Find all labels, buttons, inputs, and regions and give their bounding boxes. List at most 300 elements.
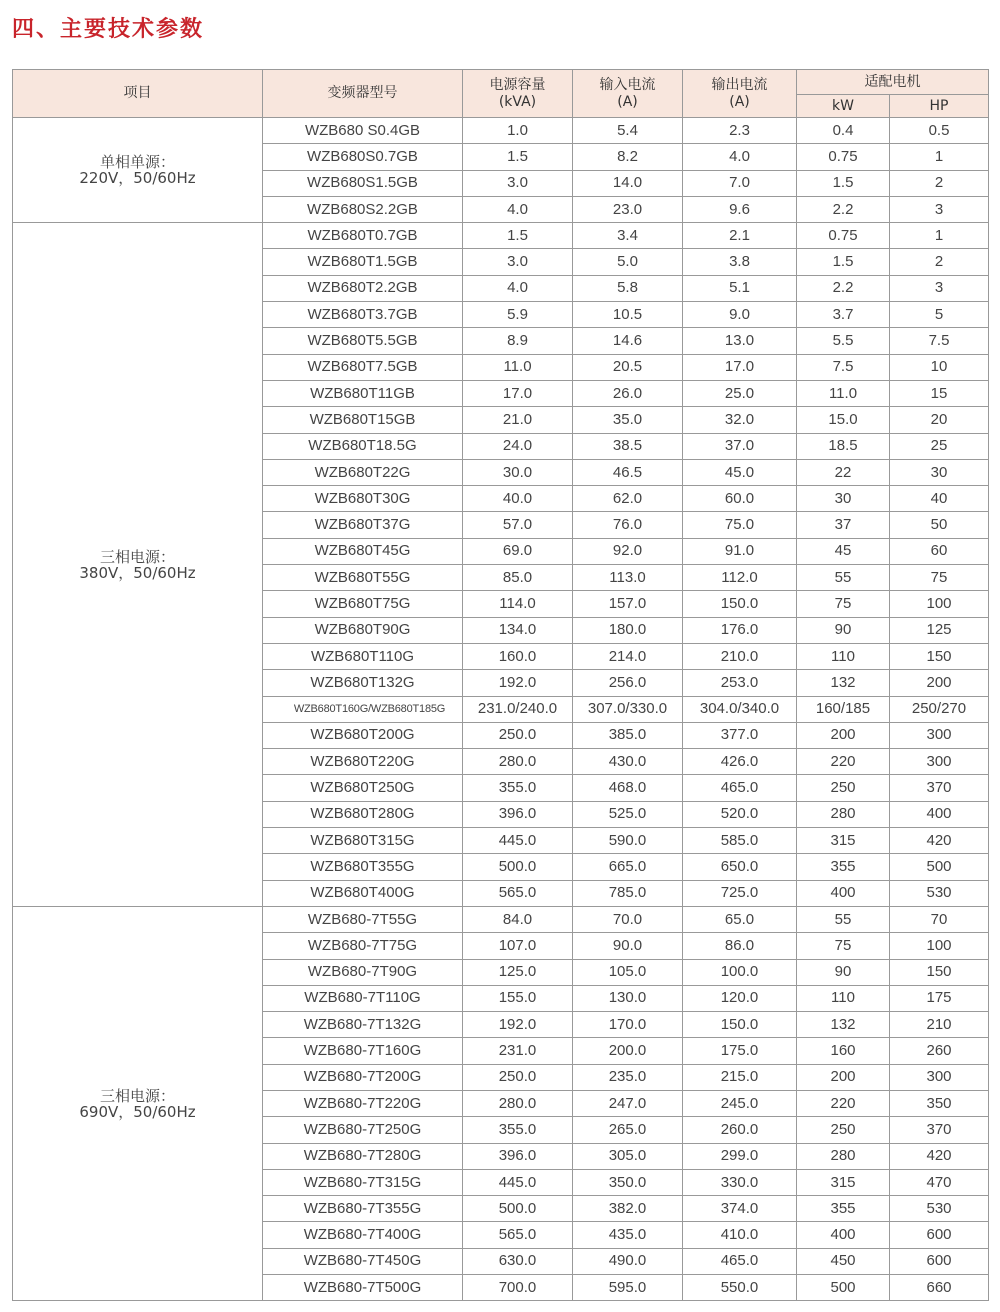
- header-output-current: [683, 70, 797, 118]
- cell-capacity: 250.0: [463, 1064, 573, 1090]
- cell-input-current: 10.5: [573, 302, 683, 328]
- cell-capacity: 355.0: [463, 1117, 573, 1143]
- cell-model: WZB680T160G/WZB680T185G: [263, 696, 463, 722]
- cell-input-current: 26.0: [573, 380, 683, 406]
- cell-capacity: 125.0: [463, 959, 573, 985]
- cell-output-current: 410.0: [683, 1222, 797, 1248]
- header-model: 变频器型号: [263, 70, 463, 118]
- cell-motor-hp: 0.5: [890, 118, 989, 144]
- cell-output-current: 304.0/340.0: [683, 696, 797, 722]
- cell-model: WZB680T355G: [263, 854, 463, 880]
- cell-capacity: 5.9: [463, 302, 573, 328]
- cell-motor-kw: 220: [797, 749, 890, 775]
- cell-output-current: 253.0: [683, 670, 797, 696]
- cell-motor-hp: 7.5: [890, 328, 989, 354]
- cell-output-current: 13.0: [683, 328, 797, 354]
- cell-capacity: 17.0: [463, 380, 573, 406]
- cell-output-current: 215.0: [683, 1064, 797, 1090]
- cell-motor-hp: 25: [890, 433, 989, 459]
- cell-capacity: 396.0: [463, 801, 573, 827]
- cell-input-current: 90.0: [573, 933, 683, 959]
- cell-motor-hp: 1: [890, 144, 989, 170]
- cell-motor-hp: 420: [890, 828, 989, 854]
- cell-capacity: 192.0: [463, 670, 573, 696]
- table-row: [13, 223, 989, 249]
- cell-output-current: 520.0: [683, 801, 797, 827]
- cell-motor-kw: 250: [797, 775, 890, 801]
- cell-input-current: 385.0: [573, 722, 683, 748]
- cell-output-current: 7.0: [683, 170, 797, 196]
- cell-capacity: 3.0: [463, 170, 573, 196]
- cell-input-current: 468.0: [573, 775, 683, 801]
- cell-motor-kw: 90: [797, 959, 890, 985]
- cell-output-current: 3.8: [683, 249, 797, 275]
- cell-capacity: 700.0: [463, 1275, 573, 1301]
- cell-motor-hp: 150: [890, 959, 989, 985]
- cell-input-current: 157.0: [573, 591, 683, 617]
- cell-model: WZB680T280G: [263, 801, 463, 827]
- cell-output-current: 585.0: [683, 828, 797, 854]
- cell-output-current: 330.0: [683, 1169, 797, 1195]
- cell-motor-hp: 1: [890, 223, 989, 249]
- cell-input-current: 5.8: [573, 275, 683, 301]
- cell-output-current: 465.0: [683, 775, 797, 801]
- cell-input-current: 525.0: [573, 801, 683, 827]
- cell-output-current: 2.1: [683, 223, 797, 249]
- cell-motor-hp: 125: [890, 617, 989, 643]
- cell-motor-kw: 55: [797, 906, 890, 932]
- header-input-current-unit: (A): [617, 93, 638, 110]
- cell-motor-hp: 470: [890, 1169, 989, 1195]
- cell-input-current: 200.0: [573, 1038, 683, 1064]
- cell-motor-kw: 2.2: [797, 196, 890, 222]
- cell-motor-kw: 132: [797, 670, 890, 696]
- cell-motor-kw: 22: [797, 459, 890, 485]
- cell-output-current: 650.0: [683, 854, 797, 880]
- cell-motor-kw: 5.5: [797, 328, 890, 354]
- cell-motor-kw: 110: [797, 643, 890, 669]
- cell-input-current: 235.0: [573, 1064, 683, 1090]
- cell-model: WZB680-7T132G: [263, 1012, 463, 1038]
- cell-motor-hp: 210: [890, 1012, 989, 1038]
- cell-input-current: 785.0: [573, 880, 683, 906]
- cell-motor-kw: 450: [797, 1248, 890, 1274]
- cell-input-current: 214.0: [573, 643, 683, 669]
- table-header: [13, 70, 989, 118]
- cell-output-current: 465.0: [683, 1248, 797, 1274]
- cell-model: WZB680T55G: [263, 565, 463, 591]
- cell-motor-kw: 315: [797, 1169, 890, 1195]
- cell-output-current: 550.0: [683, 1275, 797, 1301]
- cell-capacity: 155.0: [463, 985, 573, 1011]
- cell-input-current: 256.0: [573, 670, 683, 696]
- cell-input-current: 5.0: [573, 249, 683, 275]
- header-motor: 适配电机: [797, 70, 989, 95]
- cell-output-current: 91.0: [683, 538, 797, 564]
- cell-capacity: 40.0: [463, 486, 573, 512]
- cell-motor-hp: 200: [890, 670, 989, 696]
- cell-capacity: 231.0/240.0: [463, 696, 573, 722]
- cell-motor-hp: 100: [890, 591, 989, 617]
- cell-motor-kw: 30: [797, 486, 890, 512]
- cell-motor-hp: 100: [890, 933, 989, 959]
- cell-output-current: 210.0: [683, 643, 797, 669]
- cell-model: WZB680T250G: [263, 775, 463, 801]
- cell-capacity: 4.0: [463, 196, 573, 222]
- cell-capacity: 445.0: [463, 828, 573, 854]
- cell-model: WZB680 S0.4GB: [263, 118, 463, 144]
- cell-output-current: 65.0: [683, 906, 797, 932]
- cell-input-current: 113.0: [573, 565, 683, 591]
- cell-capacity: 396.0: [463, 1143, 573, 1169]
- header-motor-hp: HP: [890, 95, 989, 118]
- cell-model: WZB680T45G: [263, 538, 463, 564]
- cell-capacity: 565.0: [463, 880, 573, 906]
- cell-model: WZB680-7T160G: [263, 1038, 463, 1064]
- cell-capacity: 114.0: [463, 591, 573, 617]
- cell-motor-kw: 3.7: [797, 302, 890, 328]
- cell-output-current: 86.0: [683, 933, 797, 959]
- cell-output-current: 176.0: [683, 617, 797, 643]
- cell-capacity: 11.0: [463, 354, 573, 380]
- cell-capacity: 355.0: [463, 775, 573, 801]
- cell-capacity: 1.5: [463, 144, 573, 170]
- cell-motor-hp: 2: [890, 170, 989, 196]
- cell-model: WZB680-7T220G: [263, 1090, 463, 1116]
- cell-motor-hp: 370: [890, 775, 989, 801]
- cell-model: WZB680-7T75G: [263, 933, 463, 959]
- cell-motor-hp: 20: [890, 407, 989, 433]
- cell-input-current: 350.0: [573, 1169, 683, 1195]
- cell-model: WZB680T18.5G: [263, 433, 463, 459]
- cell-model: WZB680T315G: [263, 828, 463, 854]
- cell-motor-kw: 160/185: [797, 696, 890, 722]
- cell-model: WZB680T11GB: [263, 380, 463, 406]
- cell-capacity: 630.0: [463, 1248, 573, 1274]
- cell-motor-hp: 600: [890, 1222, 989, 1248]
- cell-input-current: 5.4: [573, 118, 683, 144]
- cell-motor-hp: 60: [890, 538, 989, 564]
- cell-output-current: 75.0: [683, 512, 797, 538]
- cell-model: WZB680T0.7GB: [263, 223, 463, 249]
- spec-table: [12, 69, 989, 1301]
- cell-capacity: 21.0: [463, 407, 573, 433]
- header-input-current-label: 输入电流: [599, 76, 656, 93]
- cell-model: WZB680T110G: [263, 643, 463, 669]
- cell-model: WZB680-7T200G: [263, 1064, 463, 1090]
- cell-model: WZB680T7.5GB: [263, 354, 463, 380]
- cell-capacity: 134.0: [463, 617, 573, 643]
- cell-input-current: 76.0: [573, 512, 683, 538]
- cell-model: WZB680T15GB: [263, 407, 463, 433]
- cell-motor-hp: 500: [890, 854, 989, 880]
- cell-model: WZB680T37G: [263, 512, 463, 538]
- cell-input-current: 23.0: [573, 196, 683, 222]
- cell-output-current: 5.1: [683, 275, 797, 301]
- cell-motor-kw: 280: [797, 801, 890, 827]
- cell-motor-hp: 70: [890, 906, 989, 932]
- cell-motor-hp: 50: [890, 512, 989, 538]
- cell-model: WZB680T1.5GB: [263, 249, 463, 275]
- cell-motor-kw: 200: [797, 1064, 890, 1090]
- cell-model: WZB680-7T90G: [263, 959, 463, 985]
- cell-motor-hp: 350: [890, 1090, 989, 1116]
- cell-output-current: 120.0: [683, 985, 797, 1011]
- cell-motor-kw: 132: [797, 1012, 890, 1038]
- cell-model: WZB680T400G: [263, 880, 463, 906]
- cell-capacity: 192.0: [463, 1012, 573, 1038]
- header-item: 项目: [13, 70, 263, 118]
- cell-motor-hp: 300: [890, 749, 989, 775]
- cell-capacity: 85.0: [463, 565, 573, 591]
- header-input-current: [573, 70, 683, 118]
- cell-model: WZB680T22G: [263, 459, 463, 485]
- cell-capacity: 57.0: [463, 512, 573, 538]
- cell-motor-kw: 200: [797, 722, 890, 748]
- group-label-title: 三相电源：: [99, 1086, 175, 1105]
- cell-model: WZB680-7T315G: [263, 1169, 463, 1195]
- cell-input-current: 180.0: [573, 617, 683, 643]
- cell-capacity: 30.0: [463, 459, 573, 485]
- cell-motor-hp: 10: [890, 354, 989, 380]
- cell-capacity: 280.0: [463, 1090, 573, 1116]
- cell-output-current: 374.0: [683, 1196, 797, 1222]
- cell-capacity: 500.0: [463, 1196, 573, 1222]
- cell-capacity: 3.0: [463, 249, 573, 275]
- cell-motor-hp: 660: [890, 1275, 989, 1301]
- cell-motor-kw: 400: [797, 880, 890, 906]
- cell-motor-hp: 40: [890, 486, 989, 512]
- cell-motor-hp: 530: [890, 880, 989, 906]
- cell-input-current: 3.4: [573, 223, 683, 249]
- cell-capacity: 231.0: [463, 1038, 573, 1064]
- cell-input-current: 307.0/330.0: [573, 696, 683, 722]
- cell-output-current: 9.0: [683, 302, 797, 328]
- cell-motor-kw: 250: [797, 1117, 890, 1143]
- cell-input-current: 590.0: [573, 828, 683, 854]
- cell-model: WZB680T2.2GB: [263, 275, 463, 301]
- cell-output-current: 426.0: [683, 749, 797, 775]
- cell-input-current: 38.5: [573, 433, 683, 459]
- cell-capacity: 84.0: [463, 906, 573, 932]
- cell-motor-hp: 175: [890, 985, 989, 1011]
- cell-motor-hp: 370: [890, 1117, 989, 1143]
- cell-motor-hp: 530: [890, 1196, 989, 1222]
- cell-capacity: 250.0: [463, 722, 573, 748]
- cell-output-current: 245.0: [683, 1090, 797, 1116]
- header-capacity-label: 电源容量: [489, 76, 546, 93]
- cell-model: WZB680-7T355G: [263, 1196, 463, 1222]
- cell-output-current: 60.0: [683, 486, 797, 512]
- cell-input-current: 665.0: [573, 854, 683, 880]
- cell-motor-kw: 75: [797, 933, 890, 959]
- cell-capacity: 500.0: [463, 854, 573, 880]
- cell-model: WZB680-7T400G: [263, 1222, 463, 1248]
- cell-motor-kw: 110: [797, 985, 890, 1011]
- cell-model: WZB680-7T280G: [263, 1143, 463, 1169]
- cell-output-current: 260.0: [683, 1117, 797, 1143]
- cell-output-current: 25.0: [683, 380, 797, 406]
- cell-output-current: 100.0: [683, 959, 797, 985]
- cell-motor-kw: 355: [797, 854, 890, 880]
- cell-model: WZB680T90G: [263, 617, 463, 643]
- cell-capacity: 280.0: [463, 749, 573, 775]
- cell-input-current: 14.6: [573, 328, 683, 354]
- group-label-cell: [13, 118, 263, 223]
- group-label-title: 三相电源：: [99, 547, 175, 566]
- cell-model: WZB680-7T55G: [263, 906, 463, 932]
- cell-input-current: 247.0: [573, 1090, 683, 1116]
- cell-output-current: 9.6: [683, 196, 797, 222]
- group-label-voltage: 380V，50/60Hz: [79, 563, 196, 582]
- cell-input-current: 265.0: [573, 1117, 683, 1143]
- cell-model: WZB680T30G: [263, 486, 463, 512]
- cell-motor-hp: 250/270: [890, 696, 989, 722]
- cell-capacity: 69.0: [463, 538, 573, 564]
- cell-output-current: 175.0: [683, 1038, 797, 1064]
- cell-input-current: 382.0: [573, 1196, 683, 1222]
- cell-model: WZB680T5.5GB: [263, 328, 463, 354]
- cell-output-current: 377.0: [683, 722, 797, 748]
- cell-motor-kw: 1.5: [797, 170, 890, 196]
- header-motor-kw: kW: [797, 95, 890, 118]
- cell-capacity: 160.0: [463, 643, 573, 669]
- cell-motor-kw: 315: [797, 828, 890, 854]
- group-label-voltage: 690V，50/60Hz: [79, 1102, 196, 1121]
- table-row: [13, 118, 989, 144]
- cell-motor-hp: 260: [890, 1038, 989, 1064]
- cell-input-current: 130.0: [573, 985, 683, 1011]
- cell-input-current: 14.0: [573, 170, 683, 196]
- cell-motor-kw: 18.5: [797, 433, 890, 459]
- cell-capacity: 445.0: [463, 1169, 573, 1195]
- cell-input-current: 595.0: [573, 1275, 683, 1301]
- header-output-current-unit: (A): [729, 93, 750, 110]
- cell-model: WZB680T3.7GB: [263, 302, 463, 328]
- cell-motor-kw: 45: [797, 538, 890, 564]
- cell-output-current: 150.0: [683, 1012, 797, 1038]
- cell-motor-hp: 600: [890, 1248, 989, 1274]
- cell-capacity: 1.0: [463, 118, 573, 144]
- cell-output-current: 37.0: [683, 433, 797, 459]
- cell-input-current: 435.0: [573, 1222, 683, 1248]
- cell-input-current: 305.0: [573, 1143, 683, 1169]
- cell-capacity: 107.0: [463, 933, 573, 959]
- cell-model: WZB680T132G: [263, 670, 463, 696]
- cell-input-current: 35.0: [573, 407, 683, 433]
- group-label-cell: [13, 906, 263, 1300]
- cell-motor-hp: 150: [890, 643, 989, 669]
- cell-motor-hp: 400: [890, 801, 989, 827]
- cell-input-current: 62.0: [573, 486, 683, 512]
- cell-motor-hp: 5: [890, 302, 989, 328]
- cell-input-current: 8.2: [573, 144, 683, 170]
- cell-motor-kw: 0.75: [797, 223, 890, 249]
- group-label-cell: [13, 223, 263, 907]
- cell-model: WZB680T75G: [263, 591, 463, 617]
- cell-motor-kw: 160: [797, 1038, 890, 1064]
- cell-motor-kw: 1.5: [797, 249, 890, 275]
- table-row: [13, 906, 989, 932]
- cell-output-current: 299.0: [683, 1143, 797, 1169]
- cell-model: WZB680-7T500G: [263, 1275, 463, 1301]
- table-body: [13, 118, 989, 1301]
- cell-motor-kw: 11.0: [797, 380, 890, 406]
- section-title: 四、主要技术参数: [12, 17, 205, 42]
- cell-input-current: 105.0: [573, 959, 683, 985]
- cell-motor-kw: 37: [797, 512, 890, 538]
- cell-motor-hp: 15: [890, 380, 989, 406]
- cell-output-current: 45.0: [683, 459, 797, 485]
- cell-motor-kw: 0.4: [797, 118, 890, 144]
- cell-capacity: 24.0: [463, 433, 573, 459]
- cell-motor-hp: 300: [890, 722, 989, 748]
- cell-motor-hp: 300: [890, 1064, 989, 1090]
- cell-input-current: 46.5: [573, 459, 683, 485]
- cell-motor-hp: 3: [890, 275, 989, 301]
- cell-motor-kw: 0.75: [797, 144, 890, 170]
- cell-motor-hp: 420: [890, 1143, 989, 1169]
- cell-model: WZB680S0.7GB: [263, 144, 463, 170]
- cell-motor-kw: 220: [797, 1090, 890, 1116]
- cell-motor-hp: 75: [890, 565, 989, 591]
- cell-output-current: 112.0: [683, 565, 797, 591]
- cell-motor-hp: 3: [890, 196, 989, 222]
- cell-motor-hp: 2: [890, 249, 989, 275]
- cell-output-current: 725.0: [683, 880, 797, 906]
- cell-output-current: 2.3: [683, 118, 797, 144]
- cell-capacity: 565.0: [463, 1222, 573, 1248]
- header-output-current-label: 输出电流: [711, 76, 768, 93]
- cell-model: WZB680S1.5GB: [263, 170, 463, 196]
- cell-model: WZB680T200G: [263, 722, 463, 748]
- cell-motor-kw: 400: [797, 1222, 890, 1248]
- cell-output-current: 4.0: [683, 144, 797, 170]
- cell-motor-kw: 2.2: [797, 275, 890, 301]
- cell-motor-kw: 500: [797, 1275, 890, 1301]
- cell-input-current: 170.0: [573, 1012, 683, 1038]
- cell-output-current: 32.0: [683, 407, 797, 433]
- header-capacity: [463, 70, 573, 118]
- group-label-voltage: 220V，50/60Hz: [79, 169, 196, 188]
- cell-output-current: 17.0: [683, 354, 797, 380]
- cell-motor-kw: 7.5: [797, 354, 890, 380]
- cell-model: WZB680-7T450G: [263, 1248, 463, 1274]
- cell-motor-kw: 75: [797, 591, 890, 617]
- cell-model: WZB680S2.2GB: [263, 196, 463, 222]
- cell-motor-kw: 15.0: [797, 407, 890, 433]
- cell-capacity: 8.9: [463, 328, 573, 354]
- cell-capacity: 1.5: [463, 223, 573, 249]
- cell-input-current: 70.0: [573, 906, 683, 932]
- cell-model: WZB680-7T250G: [263, 1117, 463, 1143]
- cell-input-current: 430.0: [573, 749, 683, 775]
- header-capacity-unit: (kVA): [498, 93, 537, 110]
- cell-input-current: 20.5: [573, 354, 683, 380]
- cell-motor-kw: 355: [797, 1196, 890, 1222]
- cell-model: WZB680T220G: [263, 749, 463, 775]
- cell-motor-kw: 55: [797, 565, 890, 591]
- cell-model: WZB680-7T110G: [263, 985, 463, 1011]
- cell-output-current: 150.0: [683, 591, 797, 617]
- cell-input-current: 490.0: [573, 1248, 683, 1274]
- cell-input-current: 92.0: [573, 538, 683, 564]
- cell-motor-kw: 280: [797, 1143, 890, 1169]
- group-label-title: 单相单源：: [99, 153, 175, 172]
- cell-capacity: 4.0: [463, 275, 573, 301]
- cell-motor-kw: 90: [797, 617, 890, 643]
- cell-motor-hp: 30: [890, 459, 989, 485]
